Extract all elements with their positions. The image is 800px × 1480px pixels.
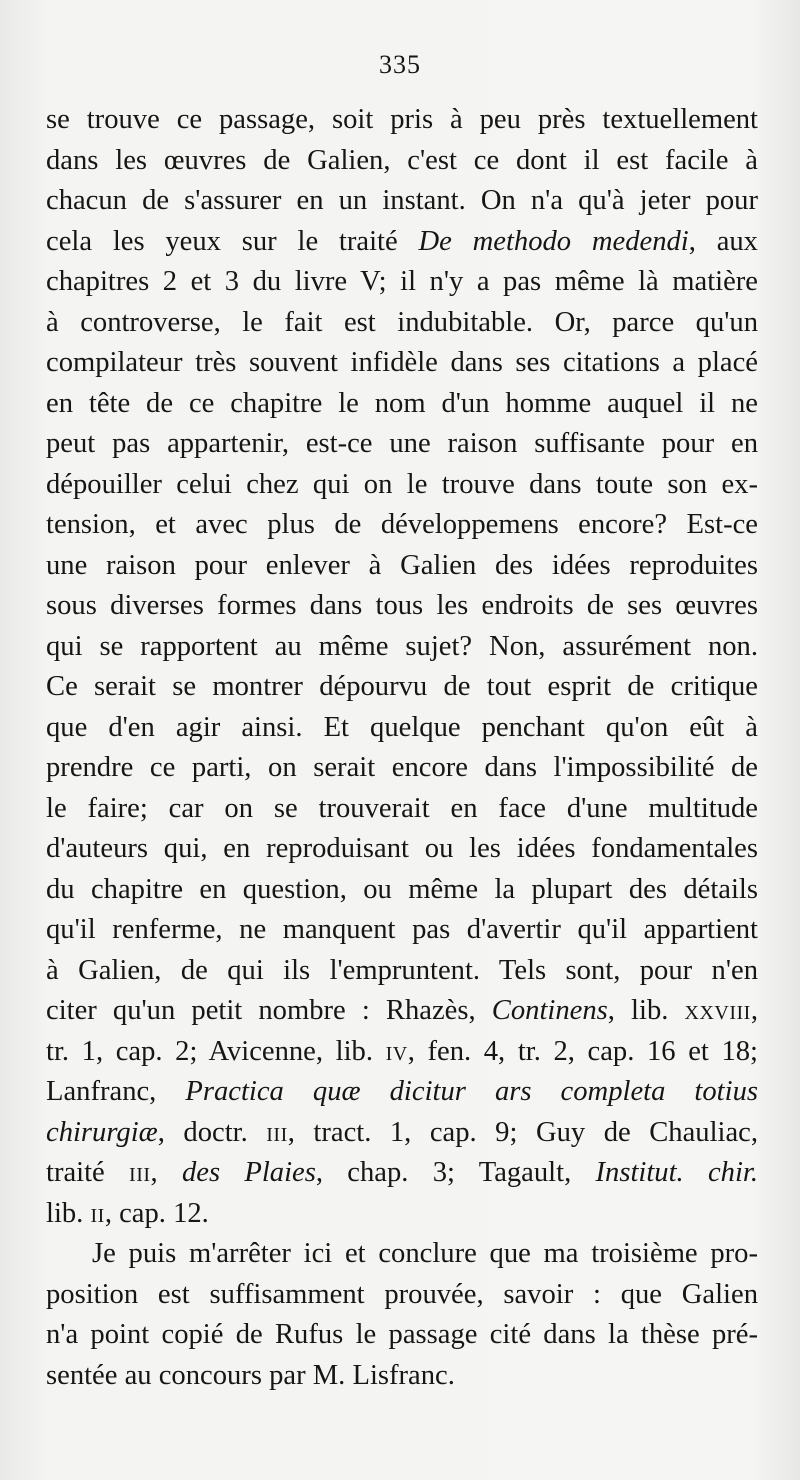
italic-run: Practica quæ dicitur ars completa totius xyxy=(185,1076,758,1107)
text-run: lib. xyxy=(46,1197,91,1229)
italic-run: chirurgiæ xyxy=(46,1116,158,1148)
text-line: Je puis m'arrêter ici et conclure que ma troisième pro- xyxy=(92,1238,758,1269)
text-run: , lib. xyxy=(607,995,685,1026)
text-line: du chapitre en question, ou même la plupart des détails xyxy=(46,873,758,905)
text-line xyxy=(46,1194,758,1235)
text-run: , cap. 12. xyxy=(104,1197,209,1229)
text-run: , fen. 4, tr. 2, cap. 16 et 18; xyxy=(407,1035,758,1067)
text-line: sentée au concours par M. Lisfranc. xyxy=(46,1359,455,1391)
text-line: compilateur très souvent infidèle dans ses citations a placé xyxy=(46,347,758,378)
small-caps-run: iv xyxy=(385,1035,408,1067)
text-line: Ce serait se montrer dépourvu de tout esprit de critique xyxy=(46,671,758,702)
text-line xyxy=(46,1032,758,1073)
text-line xyxy=(46,1153,758,1194)
italic-run: Continens xyxy=(491,995,608,1026)
text-line: peut pas appartenir, est-ce une raison suffisante pour en xyxy=(46,428,758,459)
text-line xyxy=(46,991,758,1032)
text-line: tension, et avec plus de développemens encore? Est-ce xyxy=(46,509,758,540)
text-line: que d'en agir ainsi. Et quelque penchant qu'on eût à xyxy=(46,711,758,743)
text-line: qu'il renferme, ne manquent pas d'avertir qu'il appartient xyxy=(46,914,758,945)
text-line: le faire; car on se trouverait en face d'une multitude xyxy=(46,792,758,824)
text-run: traité xyxy=(46,1157,130,1188)
text-line xyxy=(46,222,758,263)
text-line: en tête de ce chapitre le nom d'un homme auquel il ne xyxy=(46,387,758,419)
text-run: , doctr. xyxy=(157,1116,267,1148)
text-line: sous diverses formes dans tous les endroits de ses œuvres xyxy=(46,590,758,621)
text-line: d'auteurs qui, en reproduisant ou les idées fondamentales xyxy=(46,833,758,864)
paragraph-1 xyxy=(46,100,758,1234)
text-line: dépouiller celui chez qui on le trouve dans toute son ex- xyxy=(46,468,758,500)
text-run: cela les yeux sur le traité xyxy=(46,225,419,257)
paragraph-2 xyxy=(46,1234,758,1396)
text-run: , tract. 1, cap. 9; Guy de Chauliac, xyxy=(287,1116,758,1148)
small-caps-run: iii xyxy=(129,1157,151,1188)
small-caps-run: xxviii xyxy=(684,995,751,1026)
text-line: prendre ce parti, on serait encore dans l'impossibilité de xyxy=(46,752,758,783)
text-run: , chap. 3; Tagault, xyxy=(315,1157,596,1188)
text-line: qui se rapportent au même sujet? Non, assurément non. xyxy=(46,630,758,662)
text-run: tr. 1, cap. 2; Avicenne, lib. xyxy=(46,1035,386,1067)
italic-run: des Plaies xyxy=(181,1157,316,1188)
small-caps-run: iii xyxy=(266,1116,288,1148)
small-caps-run: ii xyxy=(90,1197,105,1229)
text-line: position est suffisamment prouvée, savoir : que Galien xyxy=(46,1278,758,1310)
text-line: chacun de s'assurer en un instant. On n'a qu'à jeter pour xyxy=(46,185,758,216)
text-line: une raison pour enlever à Galien des idées reproduites xyxy=(46,549,758,581)
text-line: se trouve ce passage, soit pris à peu près textuellement xyxy=(46,104,758,135)
italic-run: Institut. chir. xyxy=(595,1157,759,1188)
text-run: , xyxy=(750,995,758,1026)
text-line xyxy=(46,1113,758,1154)
page-number: 335 xyxy=(379,50,421,79)
text-line: à Galien, de qui ils l'empruntent. Tels sont, pour n'en xyxy=(46,954,758,986)
text-line: n'a point copié de Rufus le passage cité dans la thèse pré- xyxy=(46,1319,758,1350)
text-line: dans les œuvres de Galien, c'est ce dont il est facile à xyxy=(46,144,758,176)
text-line: chapitres 2 et 3 du livre V; il n'y a pas même là matière xyxy=(46,266,758,297)
text-run: citer qu'un petit nombre : Rhazès, xyxy=(46,995,492,1026)
text-line xyxy=(46,1072,758,1113)
text-run: , aux xyxy=(688,225,758,257)
text-run: Lanfranc, xyxy=(46,1076,186,1107)
text-run: , xyxy=(150,1157,182,1188)
body-text xyxy=(46,100,758,1396)
italic-run: De methodo medendi xyxy=(418,225,689,257)
text-line: à controverse, le fait est indubitable. Or, parce qu'un xyxy=(46,306,758,338)
